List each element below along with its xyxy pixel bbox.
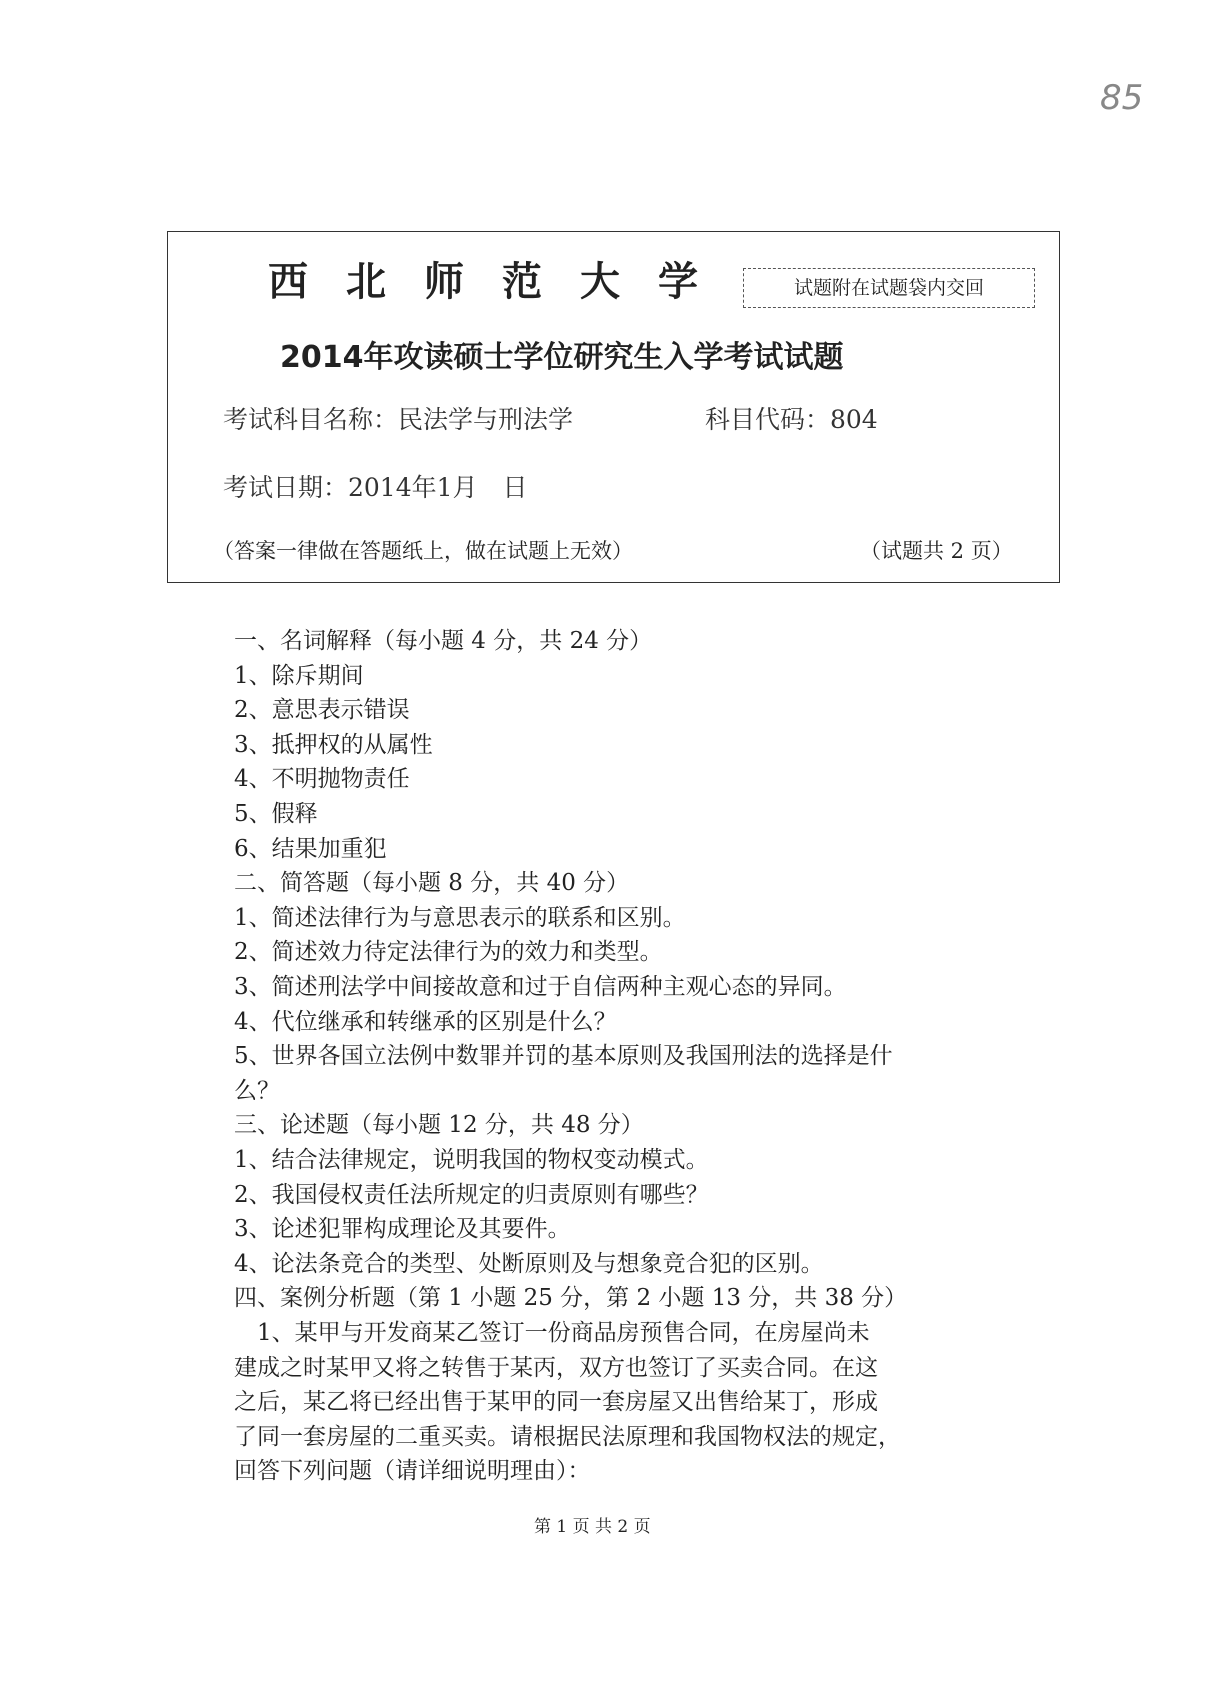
question-line: 么？ xyxy=(234,1077,280,1104)
exam-title: 2014年攻读硕士学位研究生入学考试试题 xyxy=(280,340,844,375)
section-heading: 二、简答题（每小题 8 分，共 40 分） xyxy=(234,870,630,897)
question-line: 1、某甲与开发商某乙签订一份商品房预售合同，在房屋尚未 xyxy=(234,1320,870,1346)
section-heading: 四、案例分析题（第 1 小题 25 分，第 2 小题 13 分，共 38 分） xyxy=(234,1285,908,1312)
question-line: 2、我国侵权责任法所规定的归责原则有哪些？ xyxy=(234,1181,709,1208)
handwritten-page-mark: 85 xyxy=(1100,78,1144,118)
question-line: 1、结合法律规定，说明我国的物权变动模式。 xyxy=(234,1147,709,1173)
question-line: 3、简述刑法学中间接故意和过于自信两种主观心态的异同。 xyxy=(234,974,847,1000)
question-line: 4、代位继承和转继承的区别是什么？ xyxy=(234,1008,617,1035)
section-heading: 三、论述题（每小题 12 分，共 48 分） xyxy=(234,1112,644,1139)
question-line: 3、论述犯罪构成理论及其要件。 xyxy=(234,1216,571,1243)
page-footer: 第 1 页 共 2 页 xyxy=(534,1517,651,1537)
question-line: 4、论法条竞合的类型、处断原则及与想象竞合犯的区别。 xyxy=(234,1250,824,1277)
question-line: 6、结果加重犯 xyxy=(234,835,387,862)
question-line: 了同一套房屋的二重买卖。请根据民法原理和我国物权法的规定， xyxy=(234,1423,901,1450)
question-line: 2、意思表示错误 xyxy=(234,697,410,724)
question-line: 回答下列问题（请详细说明理由）： xyxy=(234,1458,591,1485)
question-line: 5、假释 xyxy=(234,801,318,827)
section-heading: 一、名词解释（每小题 4 分，共 24 分） xyxy=(234,628,653,654)
question-line: 1、除斥期间 xyxy=(234,662,364,689)
question-line: 2、简述效力待定法律行为的效力和类型。 xyxy=(234,939,663,966)
question-line: 之后，某乙将已经出售于某甲的同一套房屋又出售给某丁，形成 xyxy=(234,1389,878,1416)
question-line: 3、抵押权的从属性 xyxy=(234,731,433,758)
subject-code: 科目代码：804 xyxy=(705,405,878,434)
exam-date: 考试日期：2014年1月 日 xyxy=(223,473,528,502)
question-line: 1、简述法律行为与意思表示的联系和区别。 xyxy=(234,904,686,931)
subject-name: 考试科目名称：民法学与刑法学 xyxy=(223,405,574,434)
question-line: 5、世界各国立法例中数罪并罚的基本原则及我国刑法的选择是什 xyxy=(234,1043,893,1070)
question-line: 建成之时某甲又将之转售于某丙，双方也签订了买卖合同。在这 xyxy=(234,1354,878,1381)
total-pages: （试题共 2 页） xyxy=(860,539,1013,563)
question-line: 4、不明抛物责任 xyxy=(234,766,410,793)
answer-notice: （答案一律做在答题纸上，做在试题上无效） xyxy=(213,539,633,563)
university-name: 西北师范大学 xyxy=(268,259,736,305)
return-note: 试题附在试题袋内交回 xyxy=(743,268,1035,308)
